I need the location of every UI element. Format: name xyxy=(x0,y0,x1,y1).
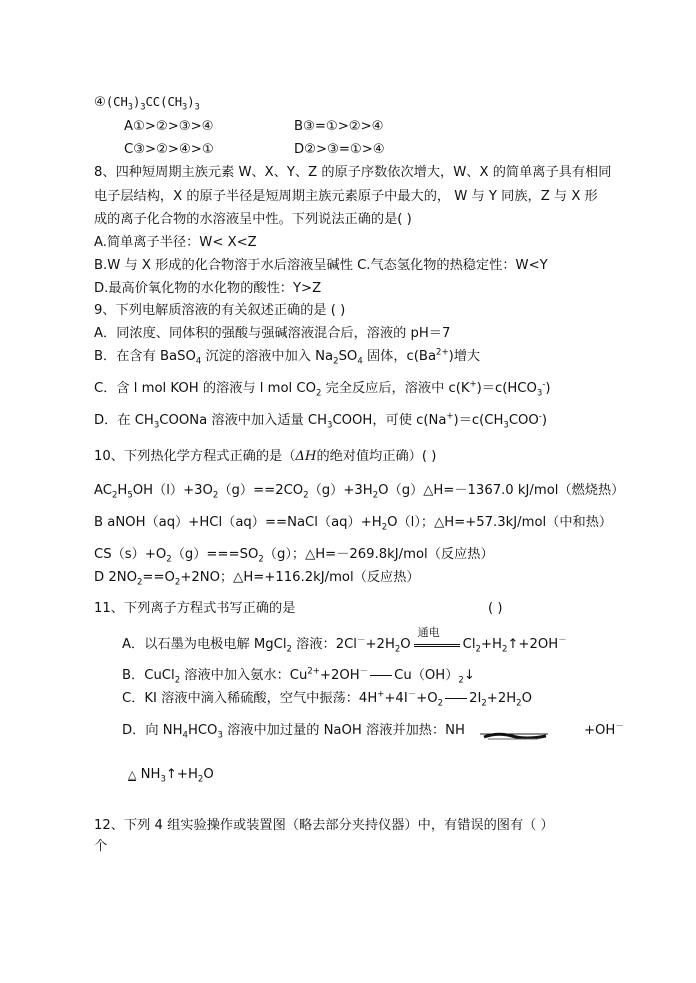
q7-item4: $④(CH_3)_3CC(CH_3)_3$ xyxy=(94,95,200,113)
q10-option-d: D $2NO_2==O_2+2NO$；△H=+116.2kJ/mol（反应热） xyxy=(94,570,420,588)
q9-option-b: B．在含有 BaSO$_4$ 沉淀的溶液中加入 $Na_2SO_4$ 固体，$c(Ba^{2+})$增大 xyxy=(94,347,481,367)
q7-option-a: A①>②>③>④ xyxy=(124,119,214,134)
electrolysis-condition: 通电 xyxy=(417,626,440,639)
q11-option-a: A．以石墨为电极电解 MgCl$_2$ 溶液：$2Cl^-+2H_2O$ 通电 $Cl_2+H_2↑+2OH^-$ xyxy=(122,626,567,655)
q10-option-c: $CS(s)+O_2(g)===SO_2(g)$；△H=－269.8kJ/mol（反应热） xyxy=(94,547,494,565)
q11-stem: 11、下列离子方程式书写正确的是 xyxy=(94,601,296,616)
q7-option-c: C③>②>④>① xyxy=(124,142,214,157)
q11-answer-bracket: ( ) xyxy=(488,601,503,616)
q8-stem-line1: 8、四种短周期主族元素 W、X、Y、Z 的原子序数依次增大，W、X 的简单离子具有相同 xyxy=(94,165,612,180)
q11-option-b: B．CuCl$_2$ 溶液中加入氨水：$Cu^{2+}+2OH^-$ $Cu(OH)_2↓$ xyxy=(122,666,475,686)
q11-option-d: D．向 $NH_4HCO_3$ 溶液中加过量的 NaOH 溶液并加热：NH xyxy=(122,723,465,741)
q9-option-d: D．在 $CH_3COONa$ 溶液中加入适量 $CH_3COOH$，可使 $c(Na^+)=c(CH_3COO^-)$ xyxy=(94,411,548,431)
q7-option-d: D②>③=①>④ xyxy=(294,142,385,157)
q7-option-b: B③=①>②>④ xyxy=(294,119,384,134)
q8-option-a: A.简单离子半径：W< X<Z xyxy=(94,235,257,250)
q11-option-d-continuation: △ $NH_3↑+H_2O$ xyxy=(128,767,214,785)
q12-stem-line2: 个 xyxy=(94,839,108,854)
q10-option-b: B $aNOH(aq)+HCl(aq)==NaCl(aq)+H_2O(l)$；△H=+57.3kJ/mol（中和热） xyxy=(94,515,613,533)
q8-stem-line3: 成的离子化合物的水溶液呈中性。下列说法正确的是( ) xyxy=(94,212,412,227)
q11-option-c: C．KI 溶液中滴入稀硫酸，空气中振荡：$4H^++4I^-+O_2$ $2I_2+2H_2O$ xyxy=(122,689,532,709)
q12-stem-line1: 12、下列 4 组实验操作或装置图（略去部分夹持仪器）中，有错误的图有（ ） xyxy=(94,818,554,833)
q11-option-d-tail: +OH－ xyxy=(584,721,624,738)
q10-option-a: $AC_2H_5OH(l)+3O_2(g)==2CO_2(g)+3H_2O(g)\triangle H=-1367.0$ kJ/mol（燃烧热） xyxy=(94,483,625,501)
rendering-artifact xyxy=(478,726,550,744)
q9-stem: 9、下列电解质溶液的有关叙述正确的是 ( ) xyxy=(94,303,346,318)
q9-option-a: A．同浓度、同体积的强酸与强碱溶液混合后，溶液的 pH＝7 xyxy=(94,326,451,341)
q8-option-d: D.最高价氧化物的水化物的酸性：Y>Z xyxy=(94,281,322,296)
q10-stem: 10、下列热化学方程式正确的是（ΔH的绝对值均正确）( ) xyxy=(94,449,437,464)
q8-stem-line2: 电子层结构，X 的原子半径是短周期主族元素原子中最大的， W 与 Y 同族，Z 与 X 形 xyxy=(94,189,598,204)
q9-option-c: C．含 l mol KOH 的溶液与 l mol $CO_2$ 完全反应后，溶液中 $c(K^+)=c(HCO_3^-)$ xyxy=(94,379,551,399)
q8-option-bc: B.W 与 X 形成的化合物溶于水后溶液呈碱性 C.气态氢化物的热稳定性：W<Y xyxy=(94,258,548,273)
delta-h-symbol: ΔH xyxy=(295,449,317,464)
